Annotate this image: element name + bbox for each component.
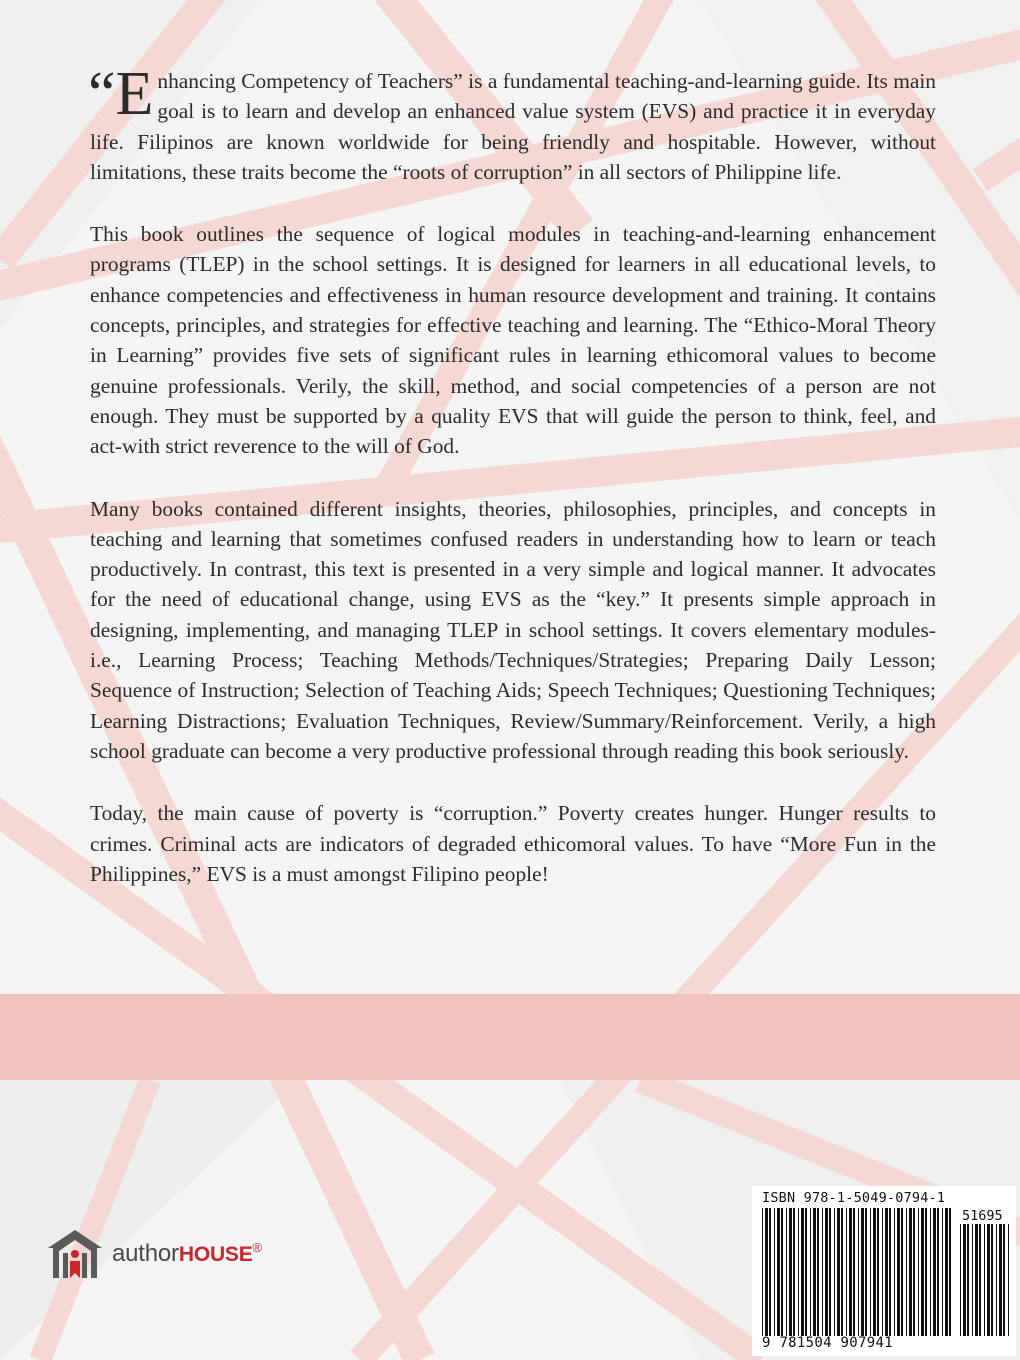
barcode-bar — [858, 1208, 859, 1336]
addon-bars — [960, 1224, 1010, 1336]
barcode-bar — [798, 1208, 799, 1336]
barcode-bar — [882, 1208, 883, 1336]
blurb-paragraph-1 — [88, 60, 936, 187]
barcode-bar — [822, 1208, 823, 1336]
isbn-label: ISBN 978-1-5049-0794-1 — [762, 1190, 946, 1206]
barcode-bar — [987, 1224, 990, 1336]
barcode-bar — [889, 1208, 891, 1336]
barcode-bar — [849, 1208, 852, 1336]
barcode-addon-code: 51695 — [962, 1208, 1003, 1224]
barcode-bar — [846, 1208, 847, 1336]
barcode-bar — [789, 1208, 792, 1336]
barcode-bar — [999, 1224, 1002, 1336]
barcode-bar — [813, 1208, 816, 1336]
barcode-bar — [960, 1224, 961, 1336]
barcode-bar — [963, 1224, 966, 1336]
barcode-bar — [918, 1208, 919, 1336]
blurb-paragraph-4: Today, the main cause of poverty is “corruption.” Poverty creates hunger. Hunger results to crimes. Criminal acts are indicators of degraded ethicomoral values. To have “More Fun in the Philippines,” EVS is a must amongst Filipino people! — [90, 801, 936, 886]
barcode-bar — [1003, 1224, 1005, 1336]
barcode-bar — [913, 1208, 915, 1336]
publisher-name-prefix: author — [112, 1240, 179, 1267]
barcode-bar — [801, 1208, 804, 1336]
barcode-bar — [972, 1224, 973, 1336]
publisher-name-suffix: HOUSE — [178, 1243, 253, 1266]
barcode-bar — [774, 1208, 775, 1336]
barcode-bar — [829, 1208, 831, 1336]
ean-digits: 9 781504 907941 — [762, 1335, 893, 1351]
barcode-bar — [1008, 1224, 1009, 1336]
barcode-bar — [861, 1208, 864, 1336]
publisher-name — [112, 1240, 262, 1268]
barcode-bar — [897, 1208, 900, 1336]
barcode-bar — [933, 1208, 936, 1336]
authorhouse-house-book-icon — [44, 1226, 106, 1282]
barcode-bar — [945, 1208, 948, 1336]
barcode-bar — [909, 1208, 912, 1336]
barcode-bar — [762, 1208, 763, 1336]
barcode-bar — [949, 1208, 951, 1336]
barcode-bar — [991, 1224, 993, 1336]
barcode-bar — [921, 1208, 924, 1336]
barcode-bar — [769, 1208, 771, 1336]
barcode-bar — [777, 1208, 780, 1336]
barcode-bar — [853, 1208, 855, 1336]
barcode-bar — [967, 1224, 969, 1336]
back-cover-blurb — [88, 60, 936, 921]
barcode-bar — [975, 1224, 978, 1336]
barcode-bar — [781, 1208, 783, 1336]
barcode-bar — [925, 1208, 927, 1336]
barcode-bar — [996, 1224, 997, 1336]
barcode-bar — [765, 1208, 768, 1336]
barcode-bar — [906, 1208, 907, 1336]
barcode-bar — [873, 1208, 876, 1336]
barcode-bar — [885, 1208, 888, 1336]
barcode-bar — [817, 1208, 819, 1336]
ean13-bars — [762, 1208, 952, 1336]
blurb-paragraph-1-text: nhancing Competency of Teachers” is a fundamental teaching-and-learning guide. Its main goal is to learn and develop an enhanced value system (EVS) and practice it in everyday life. Filipinos are known worldwide for being friendly and hospitable. However, without limitations, these traits become the “roots of corruption” in all sectors of Philippine life. — [90, 69, 936, 184]
barcode-bar — [942, 1208, 943, 1336]
pink-band — [0, 994, 1020, 1080]
barcode-bar — [793, 1208, 795, 1336]
barcode-bar — [894, 1208, 895, 1336]
blurb-paragraph-3: Many books contained different insights, theories, philosophies, principles, and concepts in teaching and learning that sometimes confused readers in understanding how to learn or teach productively. In contrast, this text is presented in a very simple and logical manner. It advocates for the need of educational change, using EVS as the “key.” It presents simple approach in designing, implementing, and managing TLEP in school settings. It covers elementary modules-i.e., Learning Process; Teaching Methods/Techniques/Strategies; Preparing Daily Lesson; Sequence of Instruction; Selection of Teaching Aids; Speech Techniques; Questioning Techniques; Learning Distractions; Evaluation Techniques, Review/Summary/Reinforcement. Verily, a high school graduate can become a very productive professional through reading this book seriously. — [90, 496, 936, 763]
barcode-bar — [901, 1208, 903, 1336]
barcode-bar — [841, 1208, 843, 1336]
barcode-bar — [877, 1208, 879, 1336]
barcode-bar — [870, 1208, 871, 1336]
blurb-paragraph-2: This book outlines the sequence of logical modules in teaching-and-learning enhancement programs (TLEP) in the school settings. It is designed for learners in all educational levels, to enhance competencies and effectiveness in human resource development and training. It contains concepts, principles, and strategies for effective teaching and learning. The “Ethico-Moral Theory in Learning” provides five sets of significant rules in learning ethicomoral values to become genuine professionals. Verily, the skill, method, and social competencies of a person are not enough. They must be supported by a quality EVS that will guide the person to think, feel, and act-with strict reverence to the will of God. — [90, 222, 936, 459]
barcode-bar — [805, 1208, 807, 1336]
barcode-bar — [979, 1224, 981, 1336]
publisher-logo — [44, 1226, 262, 1282]
drop-cap: “E — [88, 60, 154, 128]
barcode-bar — [834, 1208, 835, 1336]
barcode-bar — [837, 1208, 840, 1336]
barcode-bar — [865, 1208, 867, 1336]
barcode-bar — [810, 1208, 811, 1336]
barcode-bar — [786, 1208, 787, 1336]
barcode-bar — [937, 1208, 939, 1336]
barcode-bar — [984, 1224, 985, 1336]
barcode-bar — [825, 1208, 828, 1336]
isbn-barcode — [752, 1186, 1016, 1356]
registered-mark: ® — [252, 1240, 262, 1255]
barcode-bar — [930, 1208, 931, 1336]
